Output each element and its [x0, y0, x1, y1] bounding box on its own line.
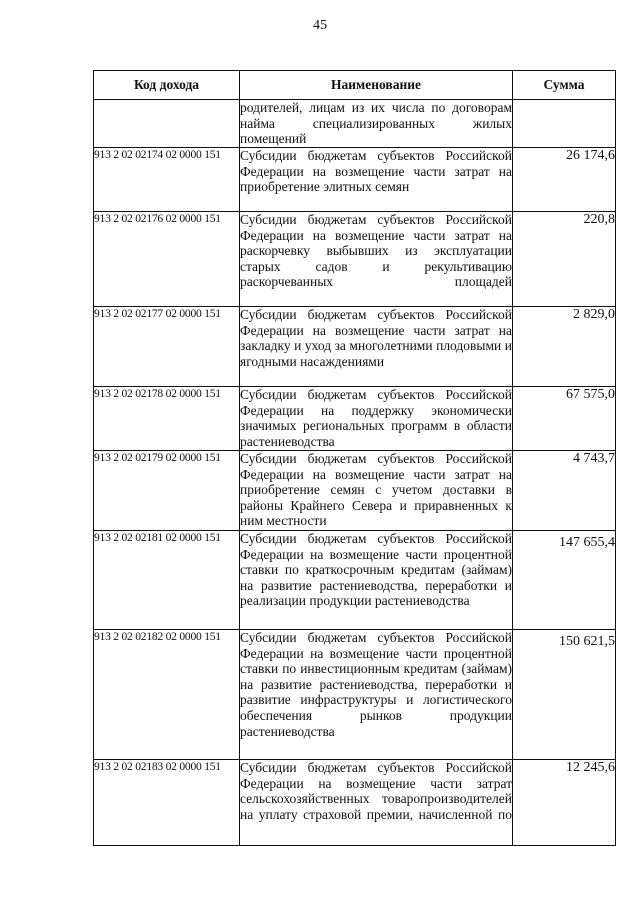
page-number: 45: [313, 18, 327, 33]
table-row: [94, 630, 616, 760]
row-code: 913 2 02 02179 02 0000 151: [94, 451, 240, 531]
row-amount: 12 245,6: [513, 760, 616, 846]
table-row: [94, 212, 616, 307]
row-name: Субсидии бюджетам субъектов Российской Федерации на возмещение части затрат на закладку и уход за многолетними плодовыми и ягодными насаждениями: [240, 307, 513, 387]
row-amount: 67 575,0: [513, 387, 616, 451]
row-amount: 150 621,5: [513, 630, 616, 760]
row-name: Субсидии бюджетам субъектов Российской Федерации на возмещение части затрат на приобретение элитных семян: [240, 148, 513, 212]
row-code: 913 2 02 02177 02 0000 151: [94, 307, 240, 387]
table-row: [94, 760, 616, 846]
header-name: Наименование: [240, 71, 513, 100]
row-code: 913 2 02 02183 02 0000 151: [94, 760, 240, 846]
row-code: 913 2 02 02176 02 0000 151: [94, 212, 240, 307]
row-name: Субсидии бюджетам субъектов Российской Федерации на возмещение части процентной ставки по инвестиционным кредитам (займам) на развитие растениеводства, переработки и развитие инфраструктуры и логистического обеспечения рынков продукции растениеводства: [240, 630, 513, 760]
table-row: [94, 451, 616, 531]
row-code: 913 2 02 02181 02 0000 151: [94, 531, 240, 630]
row-amount: 2 829,0: [513, 307, 616, 387]
header-amount: Сумма: [513, 71, 616, 100]
row-code: 913 2 02 02178 02 0000 151: [94, 387, 240, 451]
table-row: [94, 148, 616, 212]
row-amount: 147 655,4: [513, 531, 616, 630]
row-name: Субсидии бюджетам субъектов Российской Федерации на поддержку экономически значимых региональных программ в области растениеводства: [240, 387, 512, 449]
table-row: [94, 307, 616, 387]
table-header-row: [94, 71, 616, 100]
revenue-table: [93, 70, 616, 846]
table-row: [94, 387, 616, 451]
row-amount: 26 174,6: [513, 148, 616, 212]
row-amount: 220,8: [513, 212, 616, 307]
row-code: [94, 100, 240, 148]
row-name: Субсидии бюджетам субъектов Российской Федерации на возмещение части затрат сельскохозяйственных товаропроизводителей на уплату страховой премии, начисленной по: [240, 760, 513, 846]
row-name: Субсидии бюджетам субъектов Российской Федерации на возмещение части затрат на раскорчевку выбывших из эксплуатации старых садов и рекультивацию раскорчеванных площадей: [240, 212, 513, 307]
table-row-continuation: [94, 100, 616, 148]
header-code: Код дохода: [94, 71, 240, 100]
row-code: 913 2 02 02174 02 0000 151: [94, 148, 240, 212]
row-amount: [513, 100, 616, 148]
row-code: 913 2 02 02182 02 0000 151: [94, 630, 240, 760]
row-name: родителей, лицам из их числа по договорам найма специализированных жилых помещений: [240, 100, 512, 147]
row-name: Субсидии бюджетам субъектов Российской Федерации на возмещение части затрат на приобретение семян с учетом доставки в районы Крайнего Севера и приравненных к ним местности: [240, 451, 513, 531]
table-row: [94, 531, 616, 630]
row-name: Субсидии бюджетам субъектов Российской Федерации на возмещение части процентной ставки по краткосрочным кредитам (займам) на развитие растениеводства, переработки и реализации продукции растениеводства: [240, 531, 513, 630]
row-amount: 4 743,7: [513, 451, 616, 531]
